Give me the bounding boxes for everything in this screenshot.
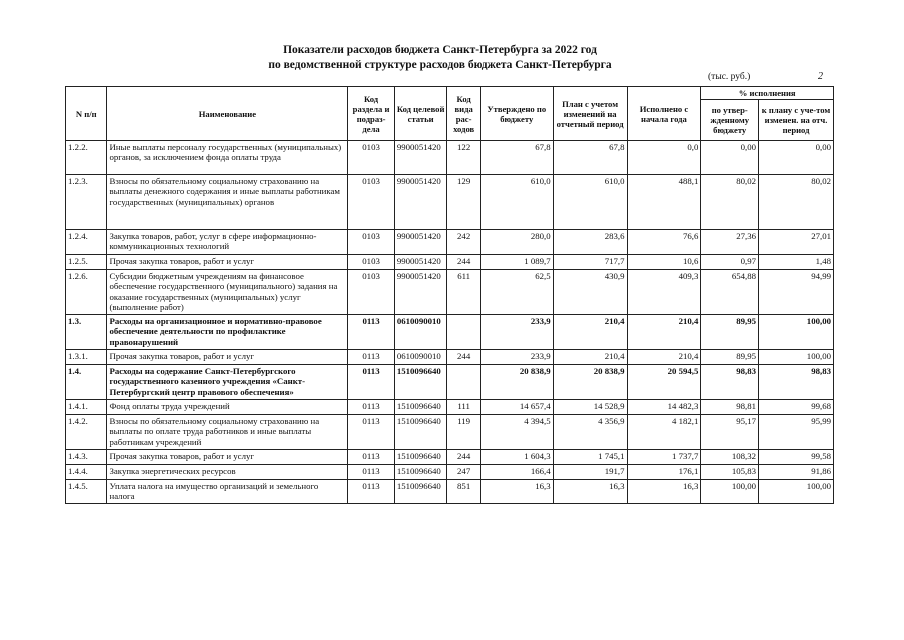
row-approved: 14 657,4 [480,400,553,415]
row-section-code: 0113 [348,415,395,450]
row-plan: 4 356,9 [553,415,627,450]
row-num: 1.4.2. [66,415,107,450]
table-row [66,141,834,175]
units-label: (тыс. руб.) [708,72,751,82]
row-executed: 210,4 [627,315,701,350]
row-approved: 4 394,5 [480,415,553,450]
row-num: 1.2.6. [66,270,107,315]
row-num: 1.4.4. [66,465,107,480]
row-section-code: 0103 [348,175,395,230]
row-name: Прочая закупка товаров, работ и услуг [107,450,348,465]
row-kind-code: 851 [447,480,480,504]
row-num: 1.2.3. [66,175,107,230]
row-target-code: 1510096640 [394,480,447,504]
row-pct-plan: 95,99 [759,415,834,450]
row-plan: 210,4 [553,350,627,365]
row-num: 1.2.4. [66,230,107,255]
row-plan: 430,9 [553,270,627,315]
table-row [66,480,834,504]
row-name: Закупка товаров, работ, услуг в сфере информационно-коммуникационных технологий [107,230,348,255]
row-plan: 191,7 [553,465,627,480]
row-pct-plan: 99,58 [759,450,834,465]
row-approved: 233,9 [480,350,553,365]
row-plan: 717,7 [553,255,627,270]
row-target-code: 0610090010 [394,315,447,350]
row-kind-code: 122 [447,141,480,175]
document-title-line2: по ведомственной структуре расходов бюджета Санкт-Петербурга [268,59,612,71]
row-target-code: 1510096640 [394,465,447,480]
row-pct-approved: 89,95 [701,315,759,350]
row-pct-plan: 100,00 [759,350,834,365]
row-pct-plan: 98,83 [759,365,834,400]
row-executed: 76,6 [627,230,701,255]
row-pct-approved: 654,88 [701,270,759,315]
row-kind-code: 119 [447,415,480,450]
table-row [66,350,834,365]
header-pct-approved: по утвер-жденному бюджету [701,100,759,141]
row-section-code: 0113 [348,315,395,350]
row-num: 1.3.1. [66,350,107,365]
row-section-code: 0113 [348,400,395,415]
row-name: Прочая закупка товаров, работ и услуг [107,350,348,365]
row-executed: 16,3 [627,480,701,504]
row-section-code: 0103 [348,230,395,255]
table-row [66,315,834,350]
row-pct-plan: 91,86 [759,465,834,480]
header-pct-group: % исполнения [701,87,834,100]
row-kind-code: 111 [447,400,480,415]
row-name: Субсидии бюджетным учреждениям на финансовое обеспечение государственного (муниципального) задания на оказание государственных (муниципальных) услуг (выполнение работ) [107,270,348,315]
table-row [66,400,834,415]
row-target-code: 1510096640 [394,450,447,465]
row-section-code: 0113 [348,365,395,400]
row-kind-code: 244 [447,450,480,465]
row-section-code: 0113 [348,465,395,480]
table-row [66,175,834,230]
header-name: Наименование [107,87,348,141]
row-pct-approved: 108,32 [701,450,759,465]
row-pct-approved: 80,02 [701,175,759,230]
header-target-code: Код целевой статьи [394,87,447,141]
row-pct-approved: 0,00 [701,141,759,175]
row-approved: 1 089,7 [480,255,553,270]
row-executed: 14 482,3 [627,400,701,415]
row-kind-code: 244 [447,255,480,270]
row-num: 1.4.5. [66,480,107,504]
row-executed: 0,0 [627,141,701,175]
row-plan: 16,3 [553,480,627,504]
row-approved: 233,9 [480,315,553,350]
row-target-code: 0610090010 [394,350,447,365]
header-pct-plan: к плану с уче-том изменен. на отч. период [759,100,834,141]
row-num: 1.4. [66,365,107,400]
row-section-code: 0113 [348,450,395,465]
row-kind-code: 242 [447,230,480,255]
row-num: 1.2.2. [66,141,107,175]
header-kind-code: Код вида рас-ходов [447,87,480,141]
row-section-code: 0113 [348,480,395,504]
row-target-code: 1510096640 [394,415,447,450]
header-executed: Исполнено с начала года [627,87,701,141]
row-num: 1.2.5. [66,255,107,270]
table-row [66,270,834,315]
header-approved: Утверждено по бюджету [480,87,553,141]
row-num: 1.4.1. [66,400,107,415]
row-executed: 1 737,7 [627,450,701,465]
row-pct-plan: 99,68 [759,400,834,415]
row-pct-plan: 80,02 [759,175,834,230]
row-section-code: 0103 [348,141,395,175]
row-executed: 176,1 [627,465,701,480]
row-name: Закупка энергетических ресурсов [107,465,348,480]
row-target-code: 9900051420 [394,270,447,315]
row-section-code: 0103 [348,255,395,270]
row-name: Взносы по обязательному социальному страхованию на выплаты денежного содержания и иные выплаты работникам государственных (муниципальных) органов [107,175,348,230]
row-name: Уплата налога на имущество организаций и земельного налога [107,480,348,504]
row-pct-approved: 0,97 [701,255,759,270]
table-row [66,450,834,465]
row-plan: 283,6 [553,230,627,255]
page-number: 2 [818,71,823,82]
row-plan: 610,0 [553,175,627,230]
row-kind-code [447,315,480,350]
row-plan: 67,8 [553,141,627,175]
row-pct-plan: 94,99 [759,270,834,315]
row-name: Прочая закупка товаров, работ и услуг [107,255,348,270]
row-target-code: 9900051420 [394,230,447,255]
row-name: Расходы на содержание Санкт-Петербургского государственного казенного учреждения «Санкт-Петербургский центр правового обеспечения» [107,365,348,400]
row-target-code: 9900051420 [394,255,447,270]
row-executed: 488,1 [627,175,701,230]
row-kind-code: 611 [447,270,480,315]
row-pct-plan: 0,00 [759,141,834,175]
table-row [66,415,834,450]
table-row [66,465,834,480]
table-row [66,255,834,270]
row-plan: 20 838,9 [553,365,627,400]
row-target-code: 1510096640 [394,400,447,415]
table-row [66,365,834,400]
row-pct-approved: 98,81 [701,400,759,415]
row-executed: 10,6 [627,255,701,270]
row-name: Иные выплаты персоналу государственных (муниципальных) органов, за исключением фонда оплаты труда [107,141,348,175]
document-title-line1: Показатели расходов бюджета Санкт-Петербурга за 2022 год [283,44,597,56]
row-pct-approved: 100,00 [701,480,759,504]
row-plan: 210,4 [553,315,627,350]
row-approved: 280,0 [480,230,553,255]
row-pct-plan: 1,48 [759,255,834,270]
row-kind-code: 129 [447,175,480,230]
row-approved: 610,0 [480,175,553,230]
row-target-code: 9900051420 [394,141,447,175]
row-plan: 1 745,1 [553,450,627,465]
row-kind-code [447,365,480,400]
header-num: N п/п [66,87,107,141]
row-section-code: 0113 [348,350,395,365]
row-pct-approved: 98,83 [701,365,759,400]
row-approved: 62,5 [480,270,553,315]
row-num: 1.3. [66,315,107,350]
row-pct-approved: 105,83 [701,465,759,480]
row-pct-plan: 100,00 [759,315,834,350]
row-target-code: 1510096640 [394,365,447,400]
table-row [66,230,834,255]
row-kind-code: 244 [447,350,480,365]
row-name: Расходы на организационное и нормативно-правовое обеспечение деятельности по профилактике правонарушений [107,315,348,350]
row-approved: 67,8 [480,141,553,175]
row-executed: 210,4 [627,350,701,365]
row-name: Фонд оплаты труда учреждений [107,400,348,415]
row-approved: 16,3 [480,480,553,504]
row-pct-plan: 27,01 [759,230,834,255]
row-plan: 14 528,9 [553,400,627,415]
row-approved: 166,4 [480,465,553,480]
row-num: 1.4.3. [66,450,107,465]
row-kind-code: 247 [447,465,480,480]
row-target-code: 9900051420 [394,175,447,230]
row-executed: 4 182,1 [627,415,701,450]
header-section-code: Код раздела и подраз-дела [348,87,395,141]
row-approved: 1 604,3 [480,450,553,465]
row-approved: 20 838,9 [480,365,553,400]
row-pct-approved: 27,36 [701,230,759,255]
row-section-code: 0103 [348,270,395,315]
row-pct-plan: 100,00 [759,480,834,504]
row-name: Взносы по обязательному социальному страхованию на выплаты по оплате труда работников и иные выплаты работникам учреждений [107,415,348,450]
row-pct-approved: 95,17 [701,415,759,450]
budget-table [65,86,834,504]
header-plan: План с учетом изменений на отчетный период [553,87,627,141]
row-executed: 409,3 [627,270,701,315]
row-executed: 20 594,5 [627,365,701,400]
row-pct-approved: 89,95 [701,350,759,365]
